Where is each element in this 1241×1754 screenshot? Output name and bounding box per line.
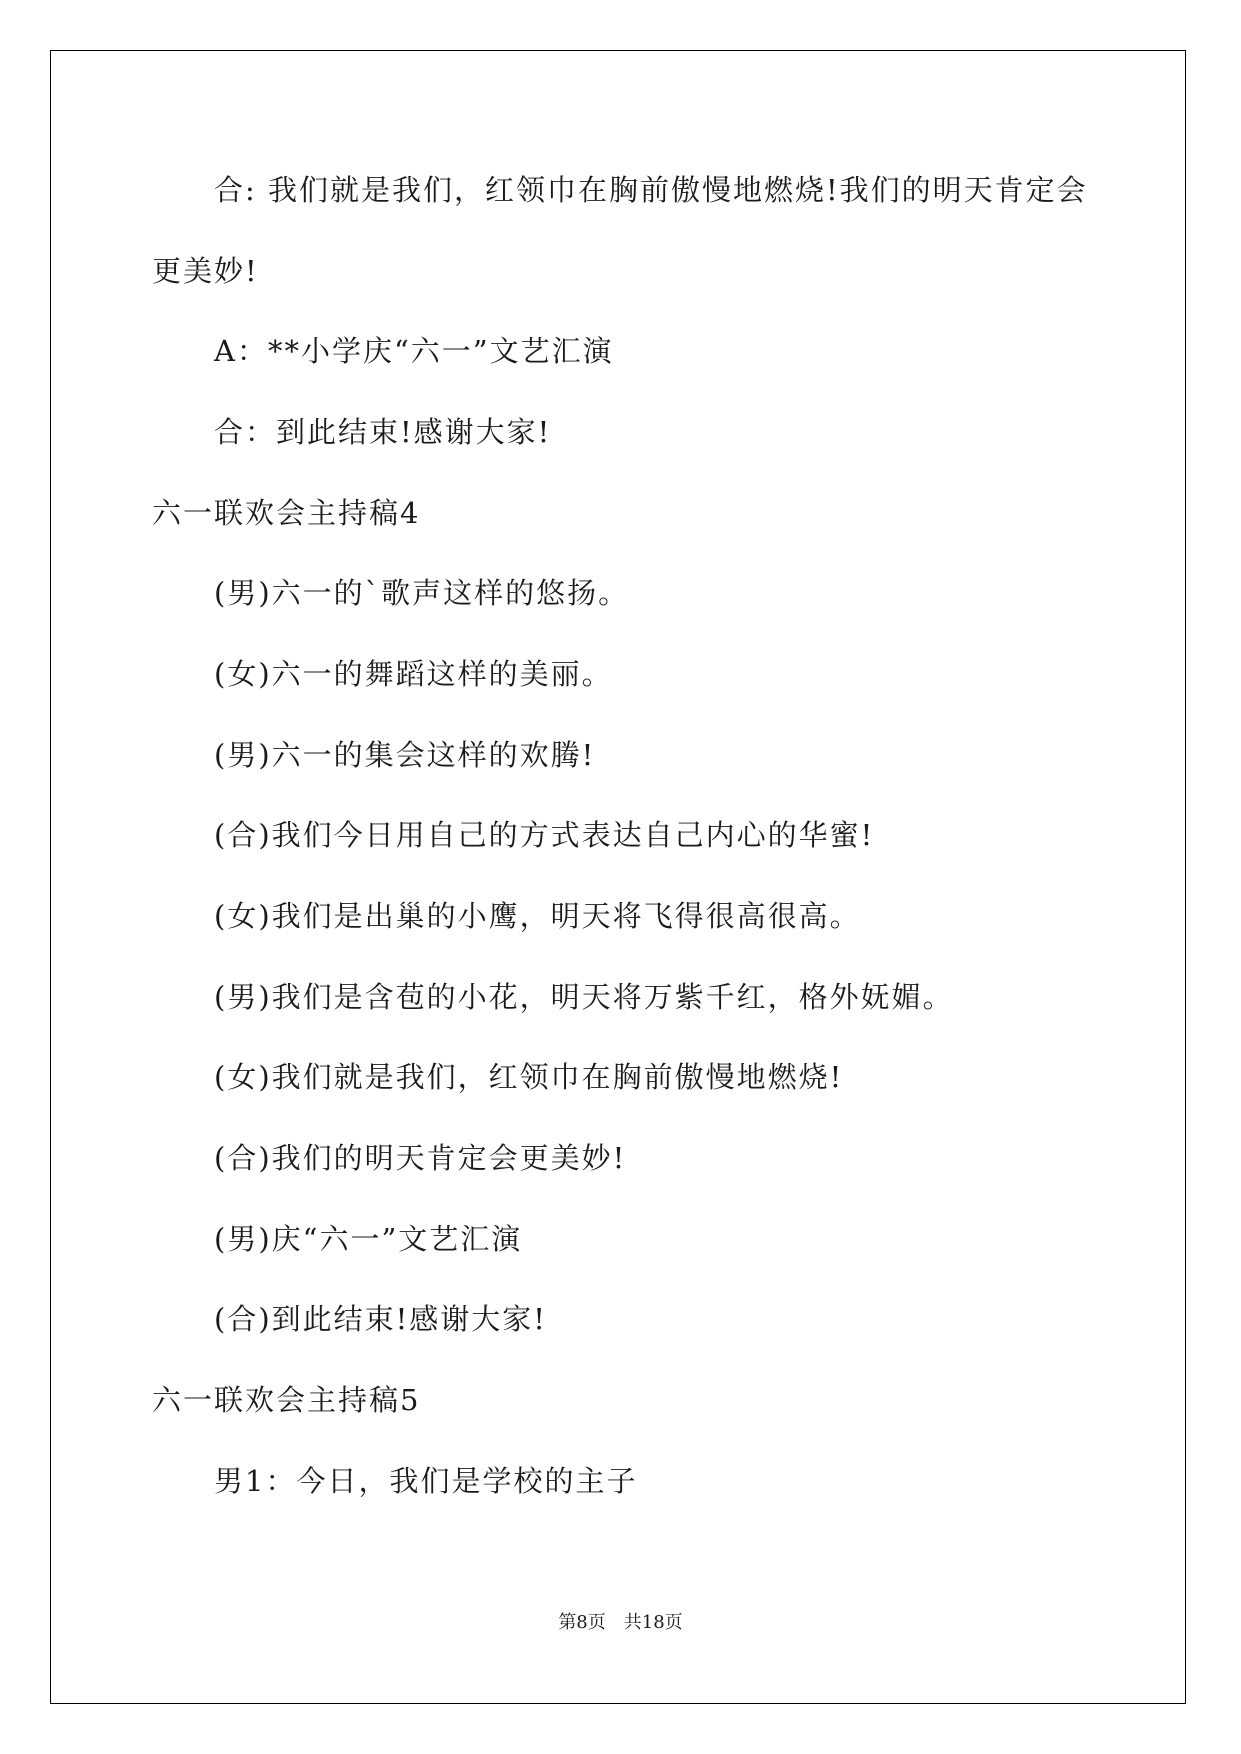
paragraph: (合)到此结束!感谢大家! bbox=[214, 1302, 547, 1336]
paragraph: (男)六一的`歌声这样的悠扬。 bbox=[214, 576, 630, 610]
section-heading: 六一联欢会主持稿4 bbox=[152, 496, 421, 530]
paragraph: (女)我们是出巢的小鹰，明天将飞得很高很高。 bbox=[214, 899, 861, 933]
page-total: 共18页 bbox=[623, 1612, 683, 1633]
paragraph: A：**小学庆“六一”文艺汇演 bbox=[214, 334, 614, 368]
paragraph: (男)庆“六一”文艺汇演 bbox=[214, 1222, 523, 1256]
page-number: 第8页 bbox=[558, 1612, 606, 1633]
paragraph: 男1：今日，我们是学校的主子 bbox=[214, 1464, 638, 1498]
page-footer bbox=[0, 1611, 1241, 1635]
paragraph: (合)我们的明天肯定会更美妙! bbox=[214, 1141, 627, 1175]
paragraph: (女)六一的舞蹈这样的美丽。 bbox=[214, 657, 613, 691]
paragraph: (男)六一的集会这样的欢腾! bbox=[214, 738, 596, 772]
paragraph: 合：到此结束!感谢大家! bbox=[214, 415, 552, 449]
paragraph: (女)我们就是我们，红领巾在胸前傲慢地燃烧! bbox=[214, 1060, 844, 1094]
paragraph: (男)我们是含苞的小花，明天将万紫千红，格外妩媚。 bbox=[214, 980, 954, 1014]
paragraph: 合: 我们就是我们，红领巾在胸前傲慢地燃烧!我们的明天肯定会 bbox=[214, 173, 1088, 207]
section-heading: 六一联欢会主持稿5 bbox=[152, 1383, 421, 1417]
paragraph: 更美妙! bbox=[152, 254, 259, 288]
paragraph: (合)我们今日用自己的方式表达自己内心的华蜜! bbox=[214, 818, 875, 852]
